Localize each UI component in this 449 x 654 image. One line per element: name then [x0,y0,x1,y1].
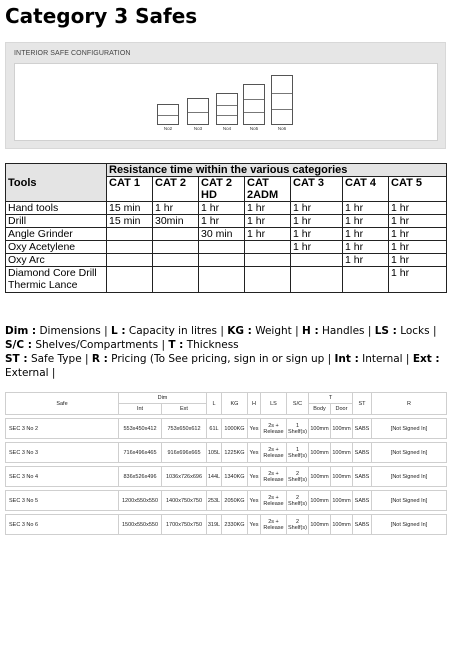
abbreviation-legend: Dim : Dimensions | L : Capacity in litres | KG : Weight | H : Handles | LS : Locks | S/C : Shelves/Compartments | T : Thickness ST : Safe Type | R : Pricing (To See pricing, sign in or sign up | Int : Internal | Ext : External | [5,325,440,379]
legend-abbr: H [302,325,311,337]
resistance-cell: 1 hr [153,202,199,215]
resistance-cell: 1 hr [291,215,343,228]
col-body: Body [309,404,331,415]
legend-text: Dimensions [39,325,101,337]
thickness-body: 100mm [309,491,331,511]
resistance-cell [343,267,389,293]
thickness-door: 100mm [331,419,353,439]
safe-type: SABS [353,443,372,463]
table-row [6,419,447,439]
resistance-table [5,163,447,293]
col-l: L [207,393,222,415]
weight: 1000KG [222,419,248,439]
resistance-cell [107,267,153,293]
legend-abbr: ST [5,353,20,365]
col-sc: S/C [287,393,309,415]
table-row [6,515,447,535]
legend-text: Pricing (To See pricing, sign in or sign up [111,353,325,365]
legend-text: Internal [362,353,403,365]
safe-type: SABS [353,419,372,439]
safe-name: SEC 3 No 2 [6,419,119,439]
interior-config-panel [5,42,446,149]
resistance-cell [245,267,291,293]
resistance-cell: 1 hr [199,202,245,215]
dim-ext: 916x696x665 [162,443,207,463]
col-st: ST [353,393,372,415]
resistance-cell: 1 hr [343,254,389,267]
resistance-cell: 1 hr [245,228,291,241]
legend-text: Weight [255,325,292,337]
legend-abbr: Ext [412,353,432,365]
dim-ext: 1400x750x750 [162,491,207,511]
dim-ext: 1036x726x696 [162,467,207,487]
weight: 1225KG [222,443,248,463]
resistance-cell [153,228,199,241]
resistance-cell: 1 hr [291,228,343,241]
thickness-body: 100mm [309,443,331,463]
capacity: 319L [207,515,222,535]
tool-row [6,267,447,293]
category-header: CAT 2 [153,177,199,202]
resistance-cell [245,241,291,254]
legend-abbr: S/C [5,339,25,351]
safe-caption: No6 [277,126,287,131]
handles: Yes [248,491,261,511]
page-title: Category 3 Safes [5,4,198,28]
safe-name: SEC 3 No 4 [6,467,119,487]
tool-name: Oxy Acetylene [6,241,107,254]
handles: Yes [248,467,261,487]
table-row [6,443,447,463]
thickness-body: 100mm [309,515,331,535]
legend-text: Safe Type [30,353,82,365]
thickness-door: 100mm [331,443,353,463]
col-safe: Safe [6,393,119,415]
category-header: CAT 1 [107,177,153,202]
tool-row [6,254,447,267]
resistance-cell: 1 hr [389,215,447,228]
resistance-header: Resistance time within the various categories [107,164,447,177]
legend-abbr: R [91,353,100,365]
resistance-cell [245,254,291,267]
col-ls: LS [261,393,287,415]
resistance-cell [291,267,343,293]
tool-name: Angle Grinder [6,228,107,241]
legend-text: External [5,367,49,379]
tool-row [6,215,447,228]
handles: Yes [248,419,261,439]
weight: 2050KG [222,491,248,511]
legend-text: Capacity in litres [128,325,217,337]
weight: 1340KG [222,467,248,487]
pricing: [Not Signed In] [372,419,447,439]
thickness-door: 100mm [331,491,353,511]
handles: Yes [248,515,261,535]
legend-abbr: LS [374,325,389,337]
config-label: INTERIOR SAFE CONFIGURATION [14,50,131,57]
resistance-cell: 1 hr [389,202,447,215]
tool-name: Hand tools [6,202,107,215]
safe-diagram-no2 [157,104,179,131]
thickness-door: 100mm [331,467,353,487]
col-kg: KG [222,393,248,415]
resistance-cell: 1 hr [389,254,447,267]
legend-abbr: KG [227,325,244,337]
resistance-cell: 1 hr [199,215,245,228]
tool-row [6,202,447,215]
col-h: H [248,393,261,415]
capacity: 144L [207,467,222,487]
legend-abbr: L [110,325,118,337]
legend-text: Shelves/Compartments [35,339,159,351]
safe-diagram-no5 [243,84,265,131]
category-header: CAT 2ADM [245,177,291,202]
tool-row [6,228,447,241]
resistance-cell [291,254,343,267]
shelves: 2 Shelf(s) [287,467,309,487]
safe-caption: No3 [193,126,203,131]
col-r: R [372,393,447,415]
dim-ext: 1700x750x750 [162,515,207,535]
resistance-cell: 1 hr [245,215,291,228]
safes-table [5,392,447,535]
resistance-cell: 1 hr [389,241,447,254]
legend-text: Thickness [186,339,239,351]
dim-int: 716x496x465 [119,443,162,463]
weight: 2330KG [222,515,248,535]
capacity: 61L [207,419,222,439]
locks: 2s + Release [261,467,287,487]
tool-name: Diamond Core Drill Thermic Lance [6,267,107,293]
resistance-cell [107,254,153,267]
table-row [6,491,447,511]
resistance-cell [153,267,199,293]
resistance-cell [153,241,199,254]
col-t: T [309,393,353,404]
thickness-door: 100mm [331,515,353,535]
resistance-cell [199,241,245,254]
resistance-cell: 30min [153,215,199,228]
resistance-cell [199,267,245,293]
resistance-cell: 30 min [199,228,245,241]
resistance-cell [199,254,245,267]
safe-diagram-no6 [271,75,293,131]
category-header: CAT 2 HD [199,177,245,202]
tool-name: Oxy Arc [6,254,107,267]
locks: 2s + Release [261,419,287,439]
table-row [6,467,447,487]
safe-type: SABS [353,467,372,487]
pricing: [Not Signed In] [372,467,447,487]
resistance-cell [153,254,199,267]
shelves: 2 Shelf(s) [287,491,309,511]
locks: 2s + Release [261,491,287,511]
resistance-cell: 1 hr [389,267,447,293]
locks: 2s + Release [261,443,287,463]
legend-abbr: T [168,339,176,351]
col-dim: Dim [119,393,207,404]
resistance-cell: 15 min [107,202,153,215]
pricing: [Not Signed In] [372,515,447,535]
safe-type: SABS [353,515,372,535]
legend-text: Locks [400,325,430,337]
dim-int: 1500x550x550 [119,515,162,535]
handles: Yes [248,443,261,463]
capacity: 253L [207,491,222,511]
resistance-cell: 1 hr [389,228,447,241]
legend-text: Handles [322,325,365,337]
safe-caption: No4 [222,126,232,131]
dim-int: 836x526x496 [119,467,162,487]
config-diagram [14,63,438,141]
resistance-cell [107,241,153,254]
col-int: Int [119,404,162,415]
safe-diagram-no4 [216,93,238,131]
resistance-cell: 1 hr [343,215,389,228]
resistance-cell: 1 hr [291,241,343,254]
tool-row [6,241,447,254]
safe-name: SEC 3 No 3 [6,443,119,463]
safe-name: SEC 3 No 5 [6,491,119,511]
resistance-cell: 1 hr [343,202,389,215]
resistance-cell: 15 min [107,215,153,228]
safe-type: SABS [353,491,372,511]
safe-diagram-no3 [187,98,209,131]
shelves: 1 Shelf(s) [287,443,309,463]
shelves: 1 Shelf(s) [287,419,309,439]
shelves: 2 Shelf(s) [287,515,309,535]
pricing: [Not Signed In] [372,443,447,463]
thickness-body: 100mm [309,467,331,487]
resistance-cell [107,228,153,241]
dim-int: 553x450x412 [119,419,162,439]
legend-abbr: Int [334,353,351,365]
resistance-cell: 1 hr [343,241,389,254]
resistance-cell: 1 hr [343,228,389,241]
legend-abbr: Dim [5,325,29,337]
category-header: CAT 5 [389,177,447,202]
pricing: [Not Signed In] [372,491,447,511]
safe-name: SEC 3 No 6 [6,515,119,535]
category-header: CAT 4 [343,177,389,202]
col-door: Door [331,404,353,415]
resistance-cell: 1 hr [291,202,343,215]
dim-ext: 753x650x612 [162,419,207,439]
col-ext: Ext [162,404,207,415]
safe-caption: No2 [163,126,173,131]
capacity: 105L [207,443,222,463]
tools-header: Tools [6,164,107,202]
resistance-cell: 1 hr [245,202,291,215]
dim-int: 1200x550x550 [119,491,162,511]
locks: 2s + Release [261,515,287,535]
safe-caption: No5 [249,126,259,131]
thickness-body: 100mm [309,419,331,439]
category-header: CAT 3 [291,177,343,202]
tool-name: Drill [6,215,107,228]
